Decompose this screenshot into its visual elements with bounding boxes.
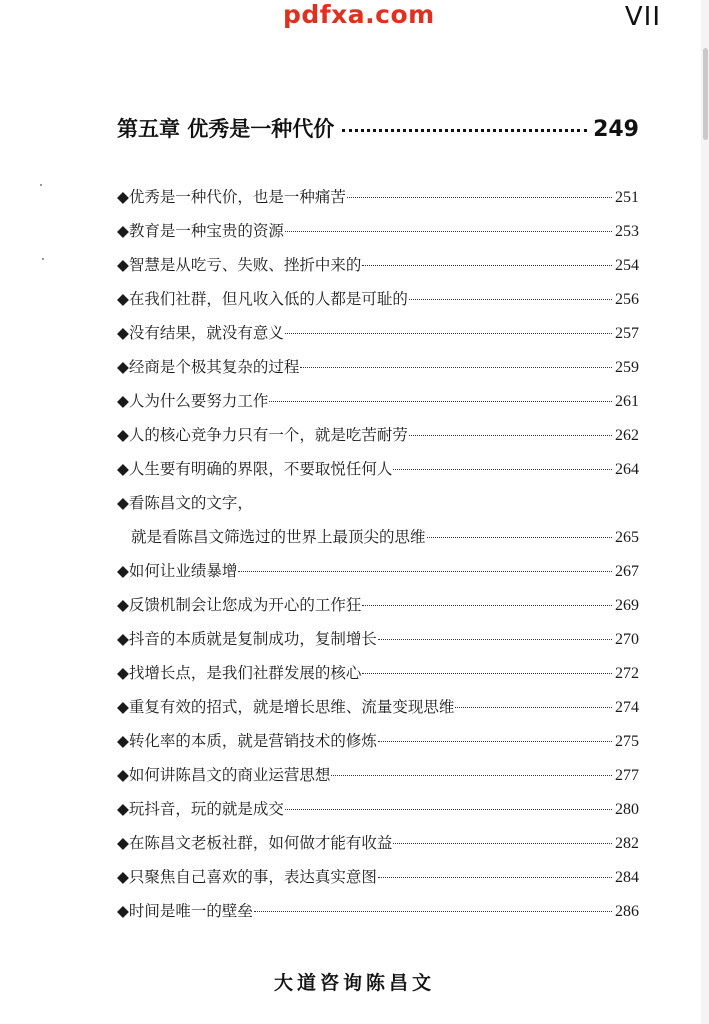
toc-entry-title: ◆重复有效的招式，就是增长思维、流量变现思维: [117, 698, 455, 716]
toc-entry-page: 256: [615, 291, 639, 308]
toc-entry-page: 262: [615, 427, 639, 444]
leader-dots: [362, 605, 612, 606]
toc-entry-page: 265: [615, 529, 639, 546]
chapter-leader-dots: [342, 129, 587, 132]
toc-entry-page: 264: [615, 461, 639, 478]
toc-entry-page: 274: [615, 699, 639, 716]
toc-entry-title: ◆没有结果，就没有意义: [117, 324, 284, 342]
scrollbar[interactable]: [701, 0, 709, 1024]
chapter-page-number: 249: [593, 117, 639, 142]
leader-dots: [347, 197, 612, 198]
toc-entry[interactable]: [117, 894, 639, 928]
toc-entry[interactable]: [117, 214, 639, 248]
leader-dots: [362, 673, 612, 674]
leader-dots: [238, 571, 612, 572]
leader-dots: [378, 877, 612, 878]
toc-entry[interactable]: [117, 758, 639, 792]
toc-entry-title: ◆人的核心竞争力只有一个，就是吃苦耐劳: [117, 426, 408, 444]
leader-dots: [427, 537, 612, 538]
leader-dots: [331, 775, 612, 776]
toc-entry[interactable]: [117, 656, 639, 690]
toc-entry-page: 254: [615, 257, 639, 274]
page-numeral: VII: [624, 2, 661, 32]
toc-entry-page: 267: [615, 563, 639, 580]
leader-dots: [254, 911, 612, 912]
toc-entry[interactable]: [117, 452, 639, 486]
toc-entry-page: 286: [615, 903, 639, 920]
toc-list: [117, 180, 639, 928]
toc-entry-title: ◆教育是一种宝贵的资源: [117, 222, 284, 240]
toc-entry[interactable]: [117, 384, 639, 418]
toc-entry[interactable]: [117, 248, 639, 282]
scan-speck: [40, 184, 42, 186]
toc-entry[interactable]: [117, 724, 639, 758]
toc-entry[interactable]: [117, 418, 639, 452]
leader-dots: [393, 469, 612, 470]
leader-dots: [393, 843, 612, 844]
toc-entry-title: ◆只聚焦自己喜欢的事，表达真实意图: [117, 868, 377, 886]
toc-entry-title: ◆抖音的本质就是复制成功，复制增长: [117, 630, 377, 648]
toc-entry-continuation[interactable]: [117, 520, 639, 554]
toc-entry-title: ◆看陈昌文的文字，: [117, 494, 253, 512]
leader-dots: [269, 401, 612, 402]
toc-entry[interactable]: [117, 690, 639, 724]
toc-entry[interactable]: [117, 860, 639, 894]
leader-dots: [362, 265, 612, 266]
toc-entry-title: ◆人生要有明确的界限，不要取悦任何人: [117, 460, 393, 478]
toc-entry-page: 282: [615, 835, 639, 852]
chapter-title: 第五章 优秀是一种代价: [117, 117, 335, 141]
toc-entry-title: ◆时间是唯一的壁垒: [117, 902, 253, 920]
toc-entry[interactable]: [117, 350, 639, 384]
leader-dots: [378, 639, 612, 640]
leader-dots: [378, 741, 612, 742]
leader-dots: [409, 299, 612, 300]
toc-entry-first-line[interactable]: [117, 486, 639, 520]
toc-entry-title: ◆玩抖音，玩的就是成交: [117, 800, 284, 818]
toc-entry-page: 269: [615, 597, 639, 614]
toc-entry-page: 272: [615, 665, 639, 682]
toc-entry[interactable]: [117, 792, 639, 826]
toc-entry-page: 280: [615, 801, 639, 818]
toc-entry-page: 251: [615, 189, 639, 206]
leader-dots: [455, 707, 612, 708]
chapter-heading[interactable]: [117, 113, 639, 143]
scan-speck: [42, 258, 44, 260]
leader-dots: [300, 367, 612, 368]
toc-entry-page: 275: [615, 733, 639, 750]
scrollbar-thumb[interactable]: [703, 48, 708, 140]
toc-entry-title: ◆如何让业绩暴增: [117, 562, 238, 580]
toc-entry-page: 261: [615, 393, 639, 410]
toc-entry[interactable]: [117, 554, 639, 588]
toc-entry[interactable]: [117, 180, 639, 214]
toc-entry-title: ◆智慧是从吃亏、失败、挫折中来的: [117, 256, 362, 274]
toc-entry-page: 277: [615, 767, 639, 784]
leader-dots: [409, 435, 612, 436]
toc-entry-page: 253: [615, 223, 639, 240]
toc-entry-title: ◆人为什么要努力工作: [117, 392, 269, 410]
toc-entry-page: 257: [615, 325, 639, 342]
toc-entry-title: ◆如何讲陈昌文的商业运营思想: [117, 766, 331, 784]
leader-dots: [285, 231, 612, 232]
watermark-text: pdfxa.com: [283, 0, 435, 29]
leader-dots: [285, 809, 612, 810]
toc-entry-title: ◆找增长点，是我们社群发展的核心: [117, 664, 362, 682]
toc-entry-page: 259: [615, 359, 639, 376]
toc-entry[interactable]: [117, 588, 639, 622]
toc-entry-title: 就是看陈昌文筛选过的世界上最顶尖的思维: [131, 528, 426, 546]
toc-entry[interactable]: [117, 282, 639, 316]
toc-entry-title: ◆优秀是一种代价，也是一种痛苦: [117, 188, 346, 206]
leader-dots: [285, 333, 612, 334]
toc-entry-title: ◆在陈昌文老板社群，如何做才能有收益: [117, 834, 393, 852]
toc-entry-title: ◆反馈机制会让您成为开心的工作狂: [117, 596, 362, 614]
footer-author: 大道咨询陈昌文: [273, 972, 435, 994]
toc-entry-page: 270: [615, 631, 639, 648]
toc-entry-title: ◆转化率的本质，就是营销技术的修炼: [117, 732, 377, 750]
toc-entry-title: ◆经商是个极其复杂的过程: [117, 358, 300, 376]
toc-entry[interactable]: [117, 622, 639, 656]
toc-entry-page: 284: [615, 869, 639, 886]
toc-entry-title: ◆在我们社群，但凡收入低的人都是可耻的: [117, 290, 408, 308]
toc-entry[interactable]: [117, 316, 639, 350]
toc-entry[interactable]: [117, 826, 639, 860]
